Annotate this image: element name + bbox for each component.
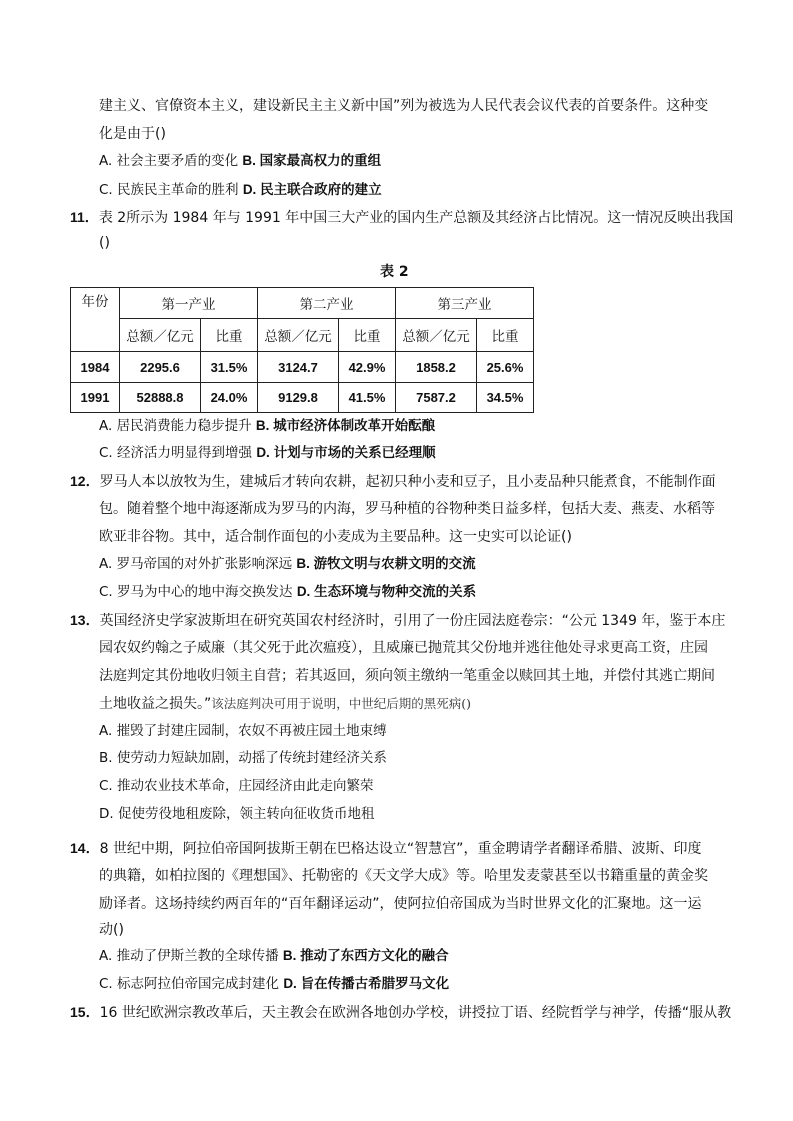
q14-text-line3: 励译者。这场持续约两百年的“百年翻译运动”，使阿拉伯帝国成为当时世界文化的汇聚地。这一运: [99, 896, 702, 912]
group-header-secondary: 第二产业: [258, 288, 396, 319]
q11-stem: 表 2所示为 1984 年与 1991 年中国三大产业的国内生产总额及其经济占比情况。这一情况反映出我国: [98, 210, 734, 226]
q13-option-a[interactable]: A. 摧毁了封建庄园制，农奴不再被庄园土地束缚: [99, 723, 387, 739]
q12-options-cd: [99, 582, 476, 602]
q12-stem: 罗马人本以放牧为生，建城后才转向农耕，起初只种小麦和豆子，且小麦品种只能煮食，不能制作面: [99, 474, 716, 490]
sub-header-share: 比重: [477, 319, 534, 352]
q13-text-line2: 园农奴约翰之子威廉（其父死于此次瘟疫），且威廉已抛荒其父份地并逃往他处寻求更高工资，庄园: [99, 640, 708, 656]
q10-option-b[interactable]: B. 国家最高权力的重组: [242, 153, 382, 168]
q15-number: 15．: [70, 1004, 100, 1020]
q13-text-line3: 法庭判定其份地收归领主自营；若其返回，须向领主缴纳一笔重金以赎回其土地，并偿付其逃亡期间: [99, 668, 715, 684]
q10-options-cd: [99, 180, 382, 200]
q10-text-line1: 建主义、官僚资本主义，建设新民主主义新中国”列为被选为人民代表会议代表的首要条件。这种变: [99, 98, 709, 114]
q14-option-b[interactable]: B. 推动了东西方文化的融合: [282, 948, 449, 963]
q14-options-ab: [99, 946, 449, 966]
table-cell: 25.6%: [477, 352, 534, 383]
q11-options-cd: [99, 443, 436, 463]
table-cell: 7587.2: [396, 383, 477, 413]
q10-text-line2: 化是由于(): [99, 126, 166, 142]
table-cell: 2295.6: [120, 352, 201, 383]
q13-stem: 英国经济史学家波斯坦在研究英国农村经济时，引用了一份庄园法庭卷宗：“公元 1349 年，鉴于本庄: [99, 613, 726, 629]
q12-option-b[interactable]: B. 游牧文明与农耕文明的交流: [296, 556, 476, 571]
table-cell: 9129.8: [258, 383, 339, 413]
table-cell: 52888.8: [120, 383, 201, 413]
q13-question: 该法庭判决可用于说明，中世纪后期的黑死病(): [211, 696, 472, 711]
q12-text-line1: [70, 471, 716, 492]
q13-quote-end: 土地收益之损失。”: [99, 696, 212, 712]
q11-option-d[interactable]: D. 计划与市场的关系已经理顺: [256, 445, 436, 460]
year-cell: 1984: [71, 352, 120, 383]
sub-header-total: 总额／亿元: [120, 319, 201, 352]
q14-number: 14．: [70, 840, 100, 856]
sub-header-share: 比重: [339, 319, 396, 352]
q13-option-d[interactable]: D. 促使劳役地租废除，领主转向征收货币地租: [99, 806, 375, 822]
q14-text-line2: 的典籍，如柏拉图的《理想国》、托勒密的《天文学大成》等。哈里发麦蒙甚至以书籍重量的黄金奖: [99, 868, 708, 884]
q14-option-d[interactable]: D. 旨在传播古希腊罗马文化: [283, 976, 450, 991]
q13-option-c[interactable]: C. 推动农业技术革命，庄园经济由此走向繁荣: [99, 778, 374, 794]
q11-text-line1: [70, 207, 733, 228]
q11-option-b[interactable]: B. 城市经济体制改革开始酝酿: [255, 418, 436, 433]
q12-options-ab: [99, 554, 476, 574]
q11-options-ab: [99, 416, 435, 436]
group-header-primary: 第一产业: [120, 288, 258, 319]
q15-stem: 16 世纪欧洲宗教改革后，天主教会在欧洲各地创办学校，讲授拉丁语、经院哲学与神学，传播“服从教: [99, 1005, 732, 1021]
q12-number: 12．: [70, 473, 100, 489]
q10-option-c[interactable]: C. 民族民主革命的胜利: [99, 182, 239, 198]
q12-text-line3: 欧亚非谷物。其中，适合制作面包的小麦成为主要品种。这一史实可以论证(): [99, 529, 572, 545]
sub-header-total: 总额／亿元: [396, 319, 477, 352]
q14-option-c[interactable]: C. 标志阿拉伯帝国完成封建化: [99, 976, 280, 992]
q14-option-a[interactable]: A. 推动了伊斯兰教的全球传播: [99, 948, 279, 964]
year-cell: 1991: [71, 383, 120, 413]
industry-table: [70, 287, 534, 413]
q14-options-cd: [99, 974, 449, 994]
q12-option-d[interactable]: D. 生态环境与物种交流的关系: [296, 584, 477, 599]
q12-text-line2: 包。随着整个地中海逐渐成为罗马的内海，罗马种植的谷物种类日益多样，包括大麦、燕麦、水稻等: [99, 501, 715, 517]
table-cell: 3124.7: [258, 352, 339, 383]
q13-text-line1: [70, 610, 725, 631]
q14-stem: 8 世纪中期，阿拉伯帝国阿拔斯王朝在巴格达设立“智慧宫”，重金聘请学者翻译希腊、波斯、印度: [99, 841, 702, 857]
table-cell: 24.0%: [201, 383, 258, 413]
table-cell: 1858.2: [396, 352, 477, 383]
q10-option-a[interactable]: A. 社会主要矛盾的变化: [99, 153, 239, 169]
q11-option-c[interactable]: C. 经济活力明显得到增强: [99, 445, 253, 461]
table-subheader-row: [71, 319, 534, 352]
table-caption: 表 2: [380, 264, 409, 280]
q11-number: 11．: [70, 209, 99, 225]
table-cell: 42.9%: [339, 352, 396, 383]
q11-option-a[interactable]: A. 居民消费能力稳步提升: [99, 418, 252, 434]
q12-option-c[interactable]: C. 罗马为中心的地中海交换发达: [99, 584, 293, 600]
sub-header-share: 比重: [201, 319, 258, 352]
q13-option-b[interactable]: B. 使劳动力短缺加剧，动摇了传统封建经济关系: [99, 750, 387, 766]
q12-option-a[interactable]: A. 罗马帝国的对外扩张影响深远: [99, 556, 293, 572]
q10-options-ab: [99, 151, 381, 171]
table-header-row: [71, 288, 534, 319]
table-cell: 41.5%: [339, 383, 396, 413]
table-cell: 31.5%: [201, 352, 258, 383]
q14-text-line1: [70, 838, 701, 859]
q11-text-line2: (): [99, 235, 110, 251]
sub-header-total: 总额／亿元: [258, 319, 339, 352]
q13-number: 13．: [70, 612, 100, 628]
q13-text-line4: [99, 694, 471, 714]
q14-text-line4: 动(): [99, 922, 124, 938]
group-header-tertiary: 第三产业: [396, 288, 534, 319]
table-row: [71, 352, 534, 383]
year-header: 年份: [71, 288, 120, 352]
table-cell: 34.5%: [477, 383, 534, 413]
q10-option-d[interactable]: D. 民主联合政府的建立: [242, 182, 382, 197]
table-row: [71, 383, 534, 413]
q15-text-line1: [70, 1002, 731, 1023]
